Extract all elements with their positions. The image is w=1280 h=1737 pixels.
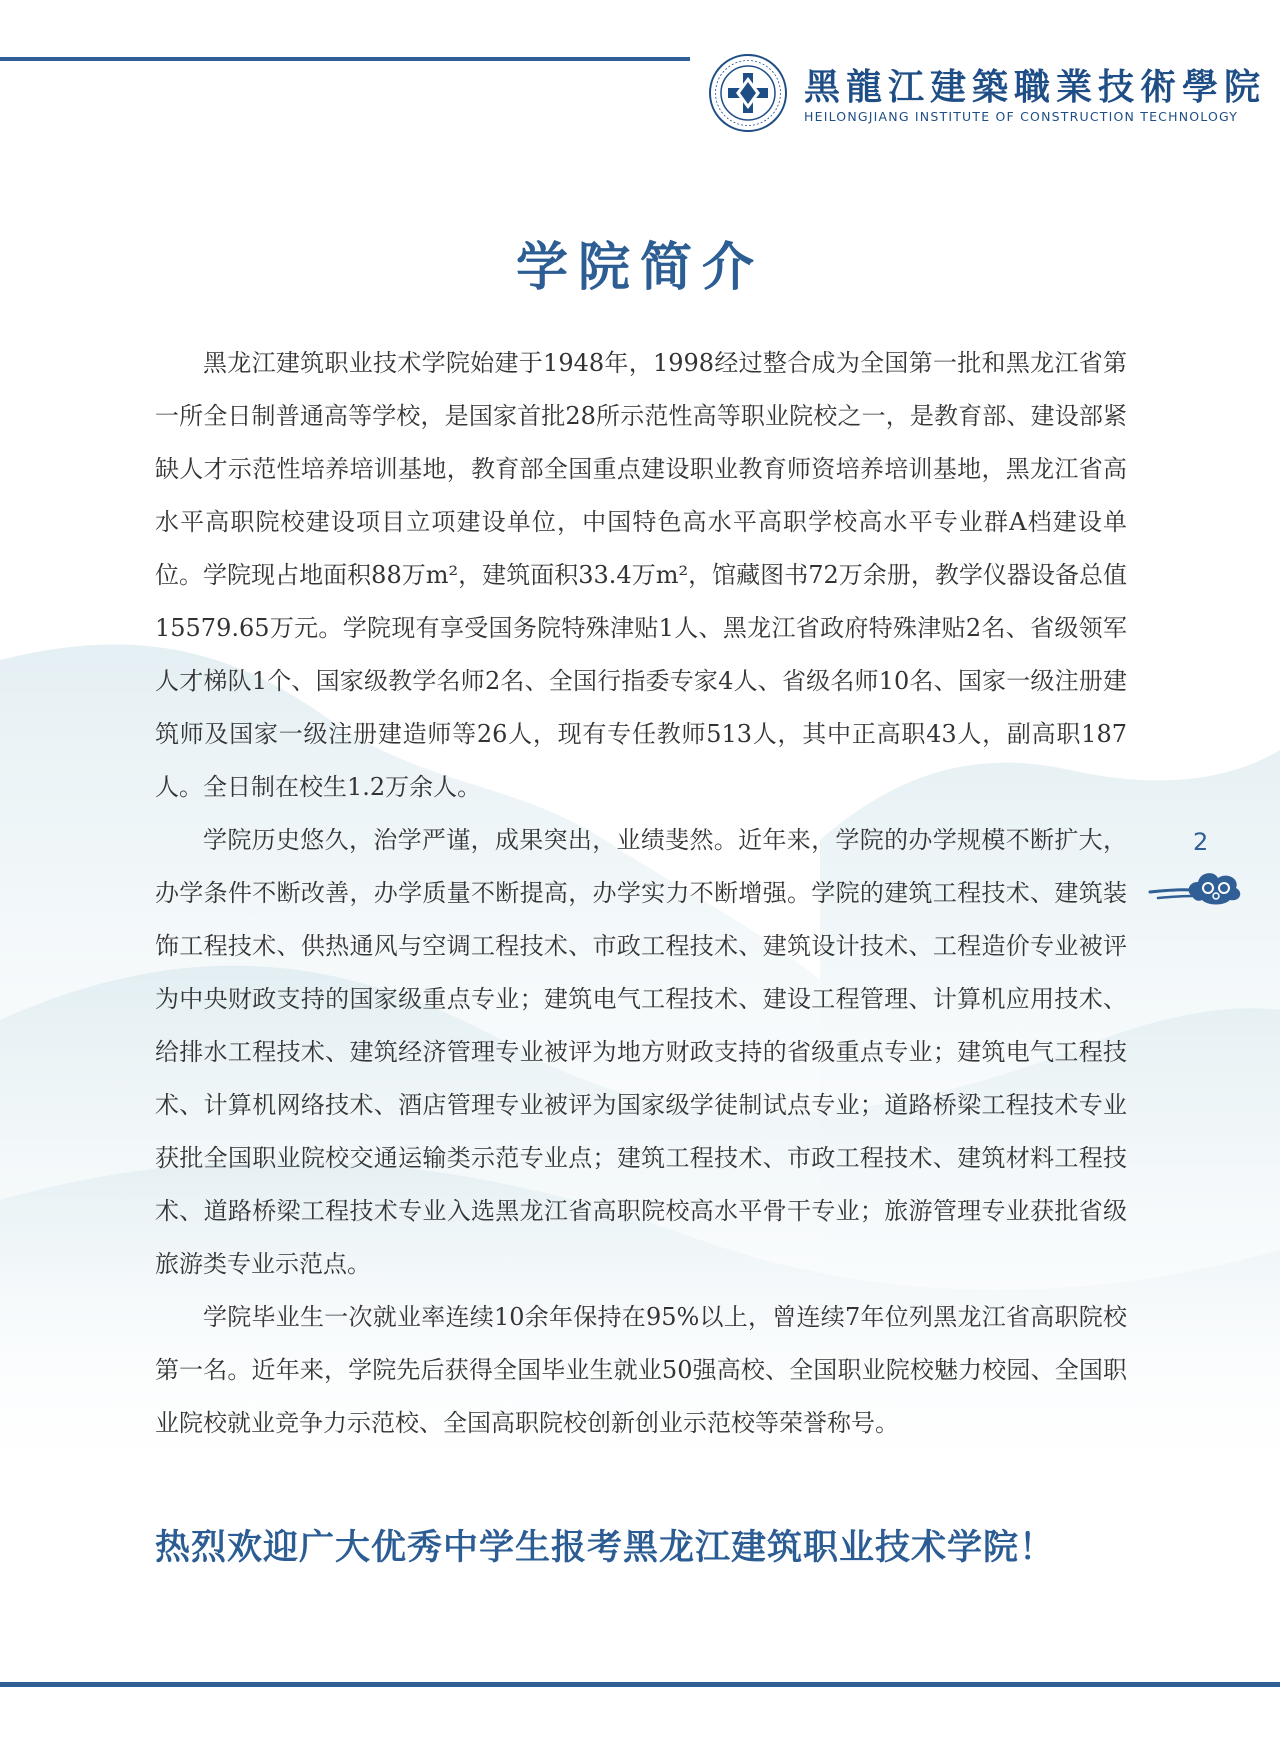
intro-body: [155, 337, 1127, 1450]
header-rule: [0, 57, 690, 61]
page-number: 2: [1193, 828, 1209, 856]
school-name-en: HEILONGJIANG INSTITUTE OF CONSTRUCTION TECHNOLOGY: [804, 109, 1239, 124]
welcome-slogan: 热烈欢迎广大优秀中学生报考黑龙江建筑职业技术学院！: [155, 1527, 1056, 1568]
footer-rule: [0, 1682, 1280, 1687]
paragraph: 学院历史悠久，治学严谨，成果突出，业绩斐然。近年来，学院的办学规模不断扩大，办学条件不断改善，办学质量不断提高，办学实力不断增强。学院的建筑工程技术、建筑装饰工程技术、供热通风与空调工程技术、市政工程技术、建筑设计技术、工程造价专业被评为中央财政支持的国家级重点专业；建筑电气工程技术、建设工程管理、计算机应用技术、给排水工程技术、建筑经济管理专业被评为地方财政支持的省级重点专业；建筑电气工程技术、计算机网络技术、酒店管理专业被评为国家级学徒制试点专业；道路桥梁工程技术专业获批全国职业院校交通运输类示范专业点；建筑工程技术、市政工程技术、建筑材料工程技术、道路桥梁工程技术专业入选黑龙江省高职院校高水平骨干专业；旅游管理专业获批省级旅游类专业示范点。: [155, 826, 1127, 1278]
paragraph: 学院毕业生一次就业率连续10余年保持在95%以上，曾连续7年位列黑龙江省高职院校第一名。近年来，学院先后获得全国毕业生就业50强高校、全国职业院校魅力校园、全国职业院校就业竞争力示范校、全国高职院校创新创业示范校等荣誉称号。: [155, 1303, 1127, 1437]
paragraph: 黑龙江建筑职业技术学院始建于1948年，1998经过整合成为全国第一批和黑龙江省第一所全日制普通高等学校，是国家首批28所示范性高等职业院校之一，是教育部、建设部紧缺人才示范性培养培训基地，教育部全国重点建设职业教育师资培养培训基地，黑龙江省高水平高职院校建设项目立项建设单位，中国特色高水平高职学校高水平专业群A档建设单位。学院现占地面积88万m²，建筑面积33.4万m²，馆藏图书72万余册，教学仪器设备总值15579.65万元。学院现有享受国务院特殊津贴1人、黑龙江省政府特殊津贴2名、省级领军人才梯队1个、国家级教学名师2名、全国行指委专家4人、省级名师10名、国家一级注册建筑师及国家一级注册建造师等26人，现有专任教师513人，其中正高职43人，副高职187人。全日制在校生1.2万余人。: [155, 349, 1127, 801]
auspicious-cloud-icon: [1148, 862, 1248, 906]
school-logo: [708, 53, 1267, 133]
school-name-cn: 黑龍江建築職業技術學院: [804, 66, 1267, 108]
school-emblem-icon: [708, 53, 788, 133]
page-title: 学院简介: [515, 237, 764, 298]
